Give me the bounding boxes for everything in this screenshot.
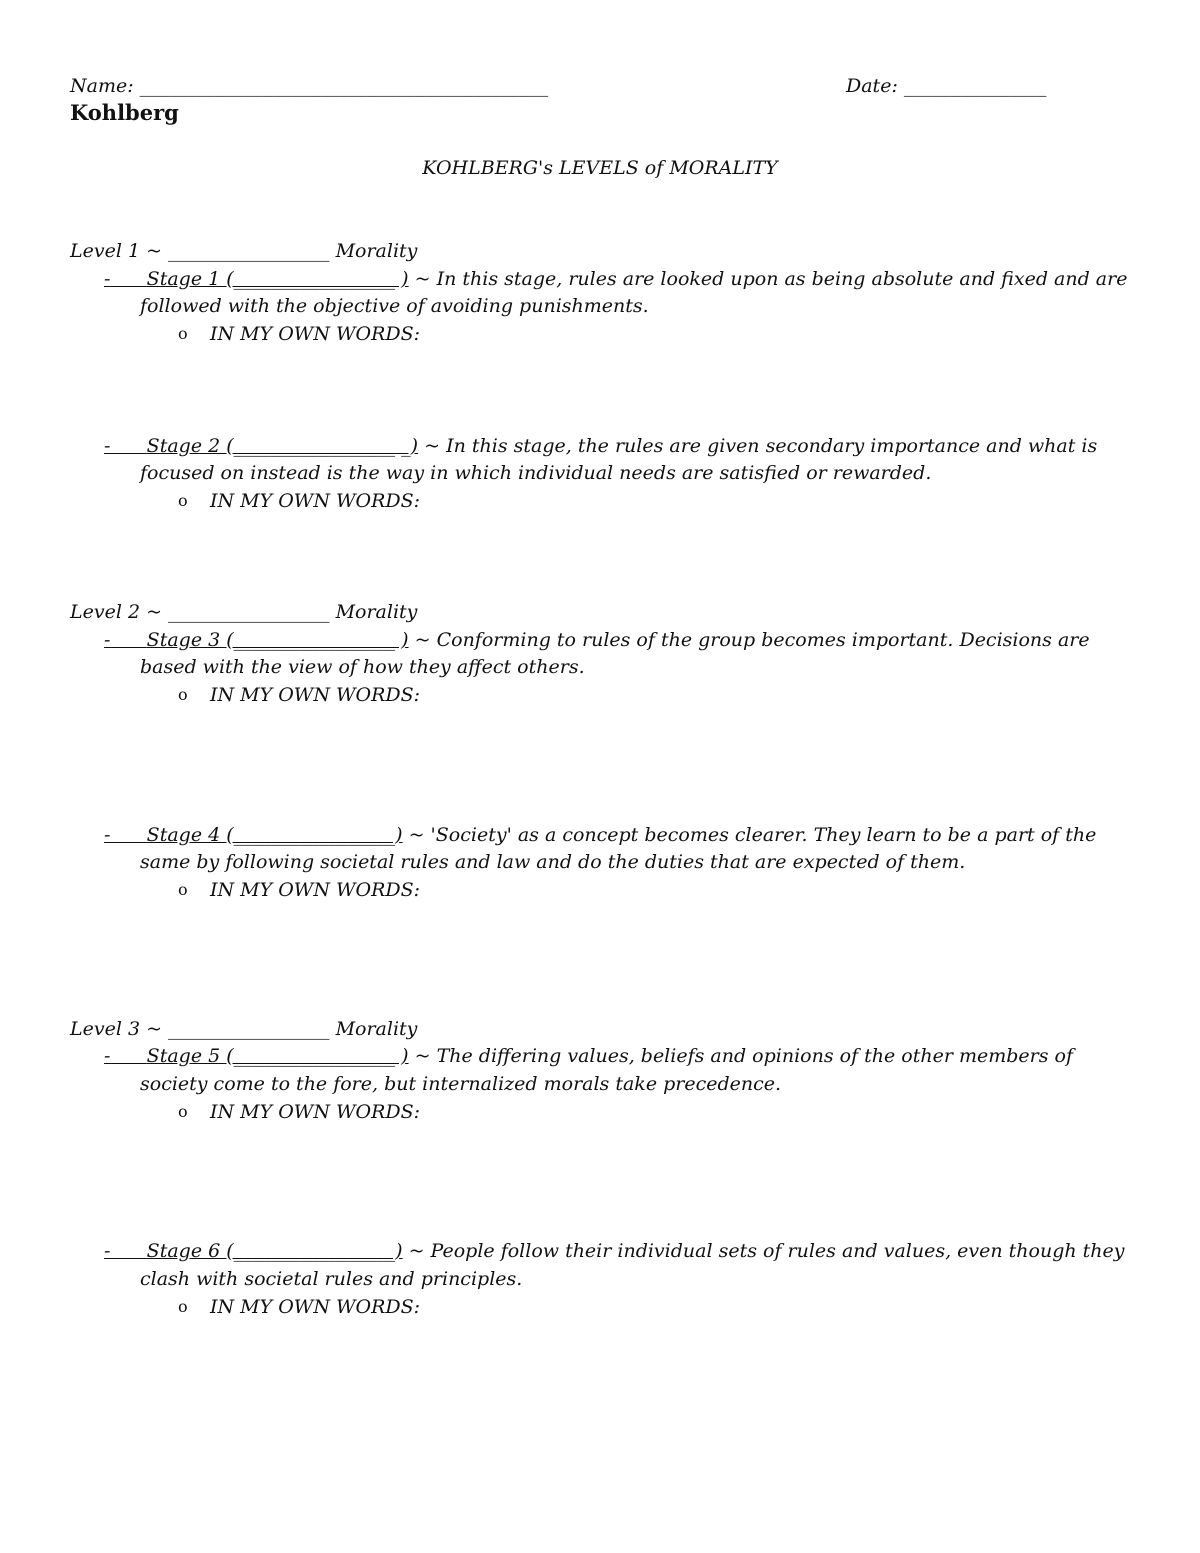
stage-6-description-cont: clash with societal rules and principles. [140,1268,523,1290]
stage-3-description-cont: based with the view of how they affect others. [140,656,585,678]
stage-3-description: ~ Conforming to rules of the group becomes important. Decisions are [408,629,1090,651]
stage-5-prompt: IN MY OWN WORDS: [210,1101,421,1123]
stage-3-name: Stage 3 (_________________ ) [146,629,409,651]
stage-6-dash: - [104,1240,111,1262]
stage-2-name: Stage 2 (_________________ _) [146,435,419,457]
stage-2-description: ~ In this stage, the rules are given secondary importance and what is [418,435,1098,457]
stage-4-name: Stage 4 (_________________) [146,824,403,846]
stage-3-prompt: IN MY OWN WORDS: [210,684,421,706]
stage-3-dash: - [104,629,111,651]
stage-4-line [104,822,1096,848]
date-field-label: Date: _______________ [846,75,1047,97]
stage-2-line [104,433,1097,459]
stage-3-line [104,627,1090,653]
stage-5-dash: - [104,1045,111,1067]
stage-5-name: Stage 5 (_________________ ) [146,1045,409,1067]
stage-4-description: ~ 'Society' as a concept becomes clearer. They learn to be a part of the [402,824,1097,846]
stage-2-prompt: IN MY OWN WORDS: [210,490,421,512]
stage-2-dash: - [104,435,111,457]
stage-5-line [104,1043,1073,1069]
level-3-heading: Level 3 ~ _________________ Morality [70,1018,418,1040]
stage-6-line [104,1238,1125,1264]
stage-3-bullet: o [178,685,188,704]
stage-6-description: ~ People follow their individual sets of rules and values, even though they [402,1240,1125,1262]
stage-6-bullet: o [178,1297,188,1316]
stage-1-bullet: o [178,324,188,343]
stage-2-description-cont: focused on instead is the way in which individual needs are satisfied or rewarded. [140,462,932,484]
level-2-heading: Level 2 ~ _________________ Morality [70,601,418,623]
stage-1-description: ~ In this stage, rules are looked upon as being absolute and fixed and are [408,268,1128,290]
stage-4-dash: - [104,824,111,846]
name-field-label: Name: ___________________________________________ [70,75,549,97]
stage-5-description: ~ The differing values, beliefs and opinions of the other members of [408,1045,1073,1067]
stage-6-prompt: IN MY OWN WORDS: [210,1296,421,1318]
stage-2-bullet: o [178,491,188,510]
stage-1-name: Stage 1 (_________________ ) [146,268,409,290]
stage-4-prompt: IN MY OWN WORDS: [210,879,421,901]
subject-heading: Kohlberg [70,100,179,125]
level-1-heading: Level 1 ~ _________________ Morality [70,240,418,262]
stage-4-bullet: o [178,880,188,899]
stage-1-line [104,266,1127,292]
stage-1-prompt: IN MY OWN WORDS: [210,323,421,345]
stage-5-bullet: o [178,1102,188,1121]
stage-1-dash: - [104,268,111,290]
worksheet-title: KOHLBERG's LEVELS of MORALITY [422,157,778,179]
stage-5-description-cont: society come to the fore, but internalized morals take precedence. [140,1073,782,1095]
stage-1-description-cont: followed with the objective of avoiding punishments. [140,295,649,317]
stage-6-name: Stage 6 (_________________) [146,1240,403,1262]
stage-4-description-cont: same by following societal rules and law and do the duties that are expected of them. [140,851,966,873]
